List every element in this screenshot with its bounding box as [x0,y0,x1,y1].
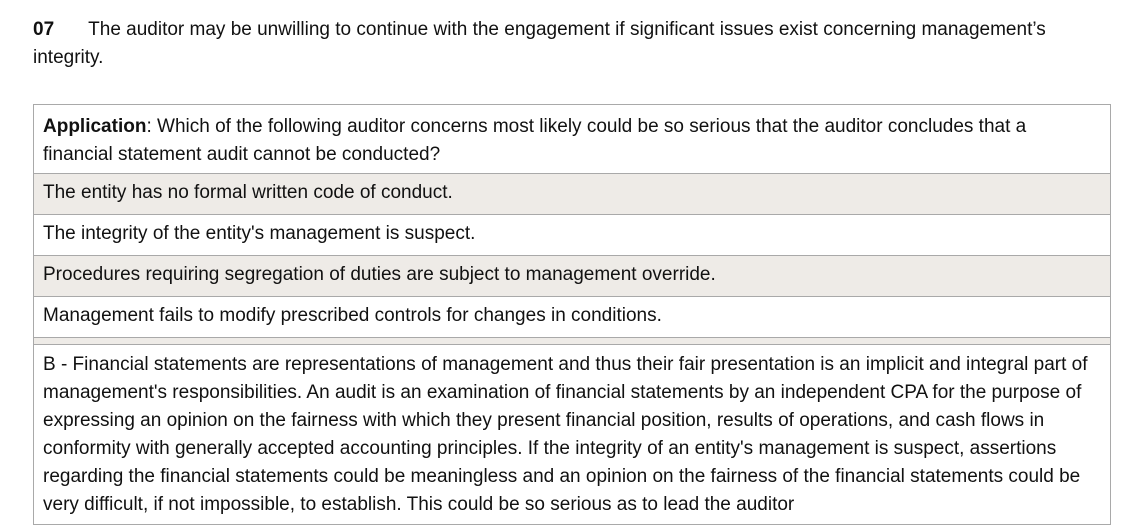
paragraph-number: 07 [33,19,55,40]
spacer-cell [34,338,1111,345]
question-separator: : [146,116,152,137]
intro-text: The auditor may be unwilling to continue with the engagement if significant issues exist concerning management’s integrity. [33,19,1046,68]
question-text: Which of the following auditor concerns most likely could be so serious that the auditor concludes that a financial statement audit cannot be conducted? [43,116,1027,165]
spacer-row [34,338,1111,345]
explanation-row [34,345,1111,525]
explanation-text: B - Financial statements are representations of management and thus their fair presentation is an implicit and integral part of management's responsibilities. An audit is an examination of financial statements by an independent CPA for the purpose of expressing an opinion on the fairness with which they present financial position, results of operations, and cash flows in conformity with generally accepted accounting principles. If the integrity of an entity's management is suspect, assertions regarding the financial statements could be meaningless and an opinion on the fairness of the financial statements could be very difficult, if not impossible, to establish. This could be so serious as to lead the auditor [34,345,1111,525]
question-cell [34,105,1111,174]
option-b[interactable]: The integrity of the entity's management is suspect. [34,215,1111,256]
option-row[interactable] [34,256,1111,297]
option-row[interactable] [34,297,1111,338]
question-label: Application [43,116,147,137]
option-row[interactable] [34,215,1111,256]
question-table [33,104,1111,525]
intro-paragraph [33,16,1118,72]
option-c[interactable]: Procedures requiring segregation of duties are subject to management override. [34,256,1111,297]
question-row [34,105,1111,174]
option-a[interactable]: The entity has no formal written code of conduct. [34,174,1111,215]
option-d[interactable]: Management fails to modify prescribed controls for changes in conditions. [34,297,1111,338]
option-row[interactable] [34,174,1111,215]
